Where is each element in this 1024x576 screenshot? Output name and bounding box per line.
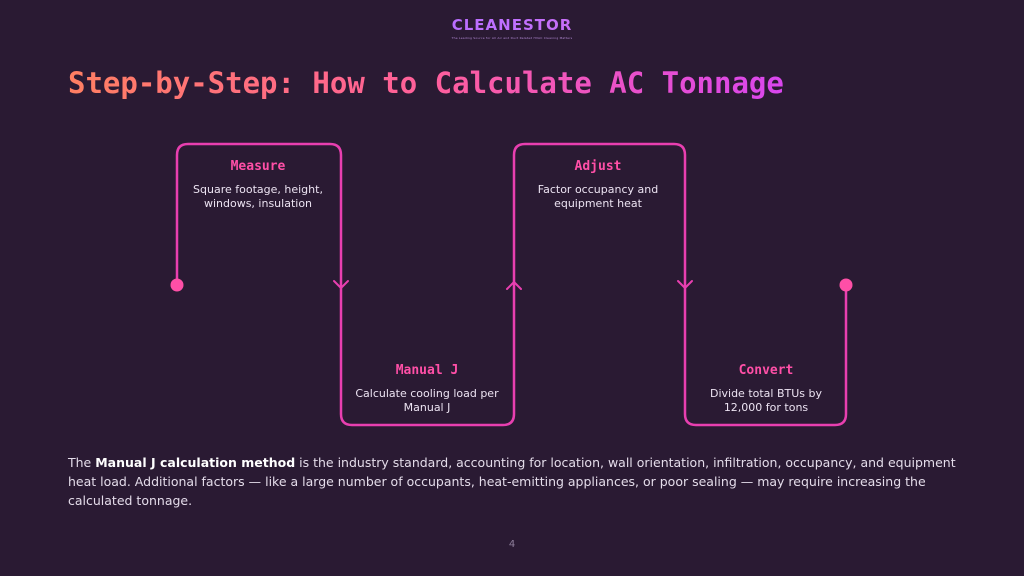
- step-measure: [183, 159, 333, 211]
- step-title: Adjust: [574, 159, 622, 174]
- step-description: Factor occupancy and equipment heat: [537, 183, 659, 210]
- step-title: Measure: [230, 159, 286, 174]
- explanation-paragraph: [68, 453, 958, 510]
- body-highlight: Manual J calculation method: [95, 455, 296, 470]
- step-manual-j: [352, 363, 502, 415]
- step-description: Square footage, height, windows, insulation: [193, 183, 323, 210]
- page-number: 4: [508, 539, 516, 550]
- step-description: Calculate cooling load per Manual J: [355, 387, 499, 414]
- step-adjust: [523, 159, 673, 211]
- body-suffix: is the industry standard, accounting for location, wall orientation, infiltration, occupancy, and equipment heat load. Additional factors — like a large number of occupants, heat-emitting appliances, or poor sealing — may require increasing the calculated tonnage.: [68, 455, 956, 508]
- step-description: Divide total BTUs by 12,000 for tons: [709, 387, 823, 414]
- page-title: Step-by-Step: How to Calculate AC Tonnage: [68, 66, 784, 100]
- step-title: Convert: [738, 363, 794, 378]
- flow-start-dot: [171, 279, 184, 292]
- flow-end-dot: [840, 279, 853, 292]
- brand-name: CLEANESTOR: [0, 16, 1024, 34]
- brand-tagline: The Leading Source for All Air and Duct Related HVAC Cleaning Matters: [451, 36, 573, 40]
- body-prefix: The: [68, 455, 96, 470]
- step-convert: [691, 363, 841, 415]
- step-title: Manual J: [395, 363, 459, 378]
